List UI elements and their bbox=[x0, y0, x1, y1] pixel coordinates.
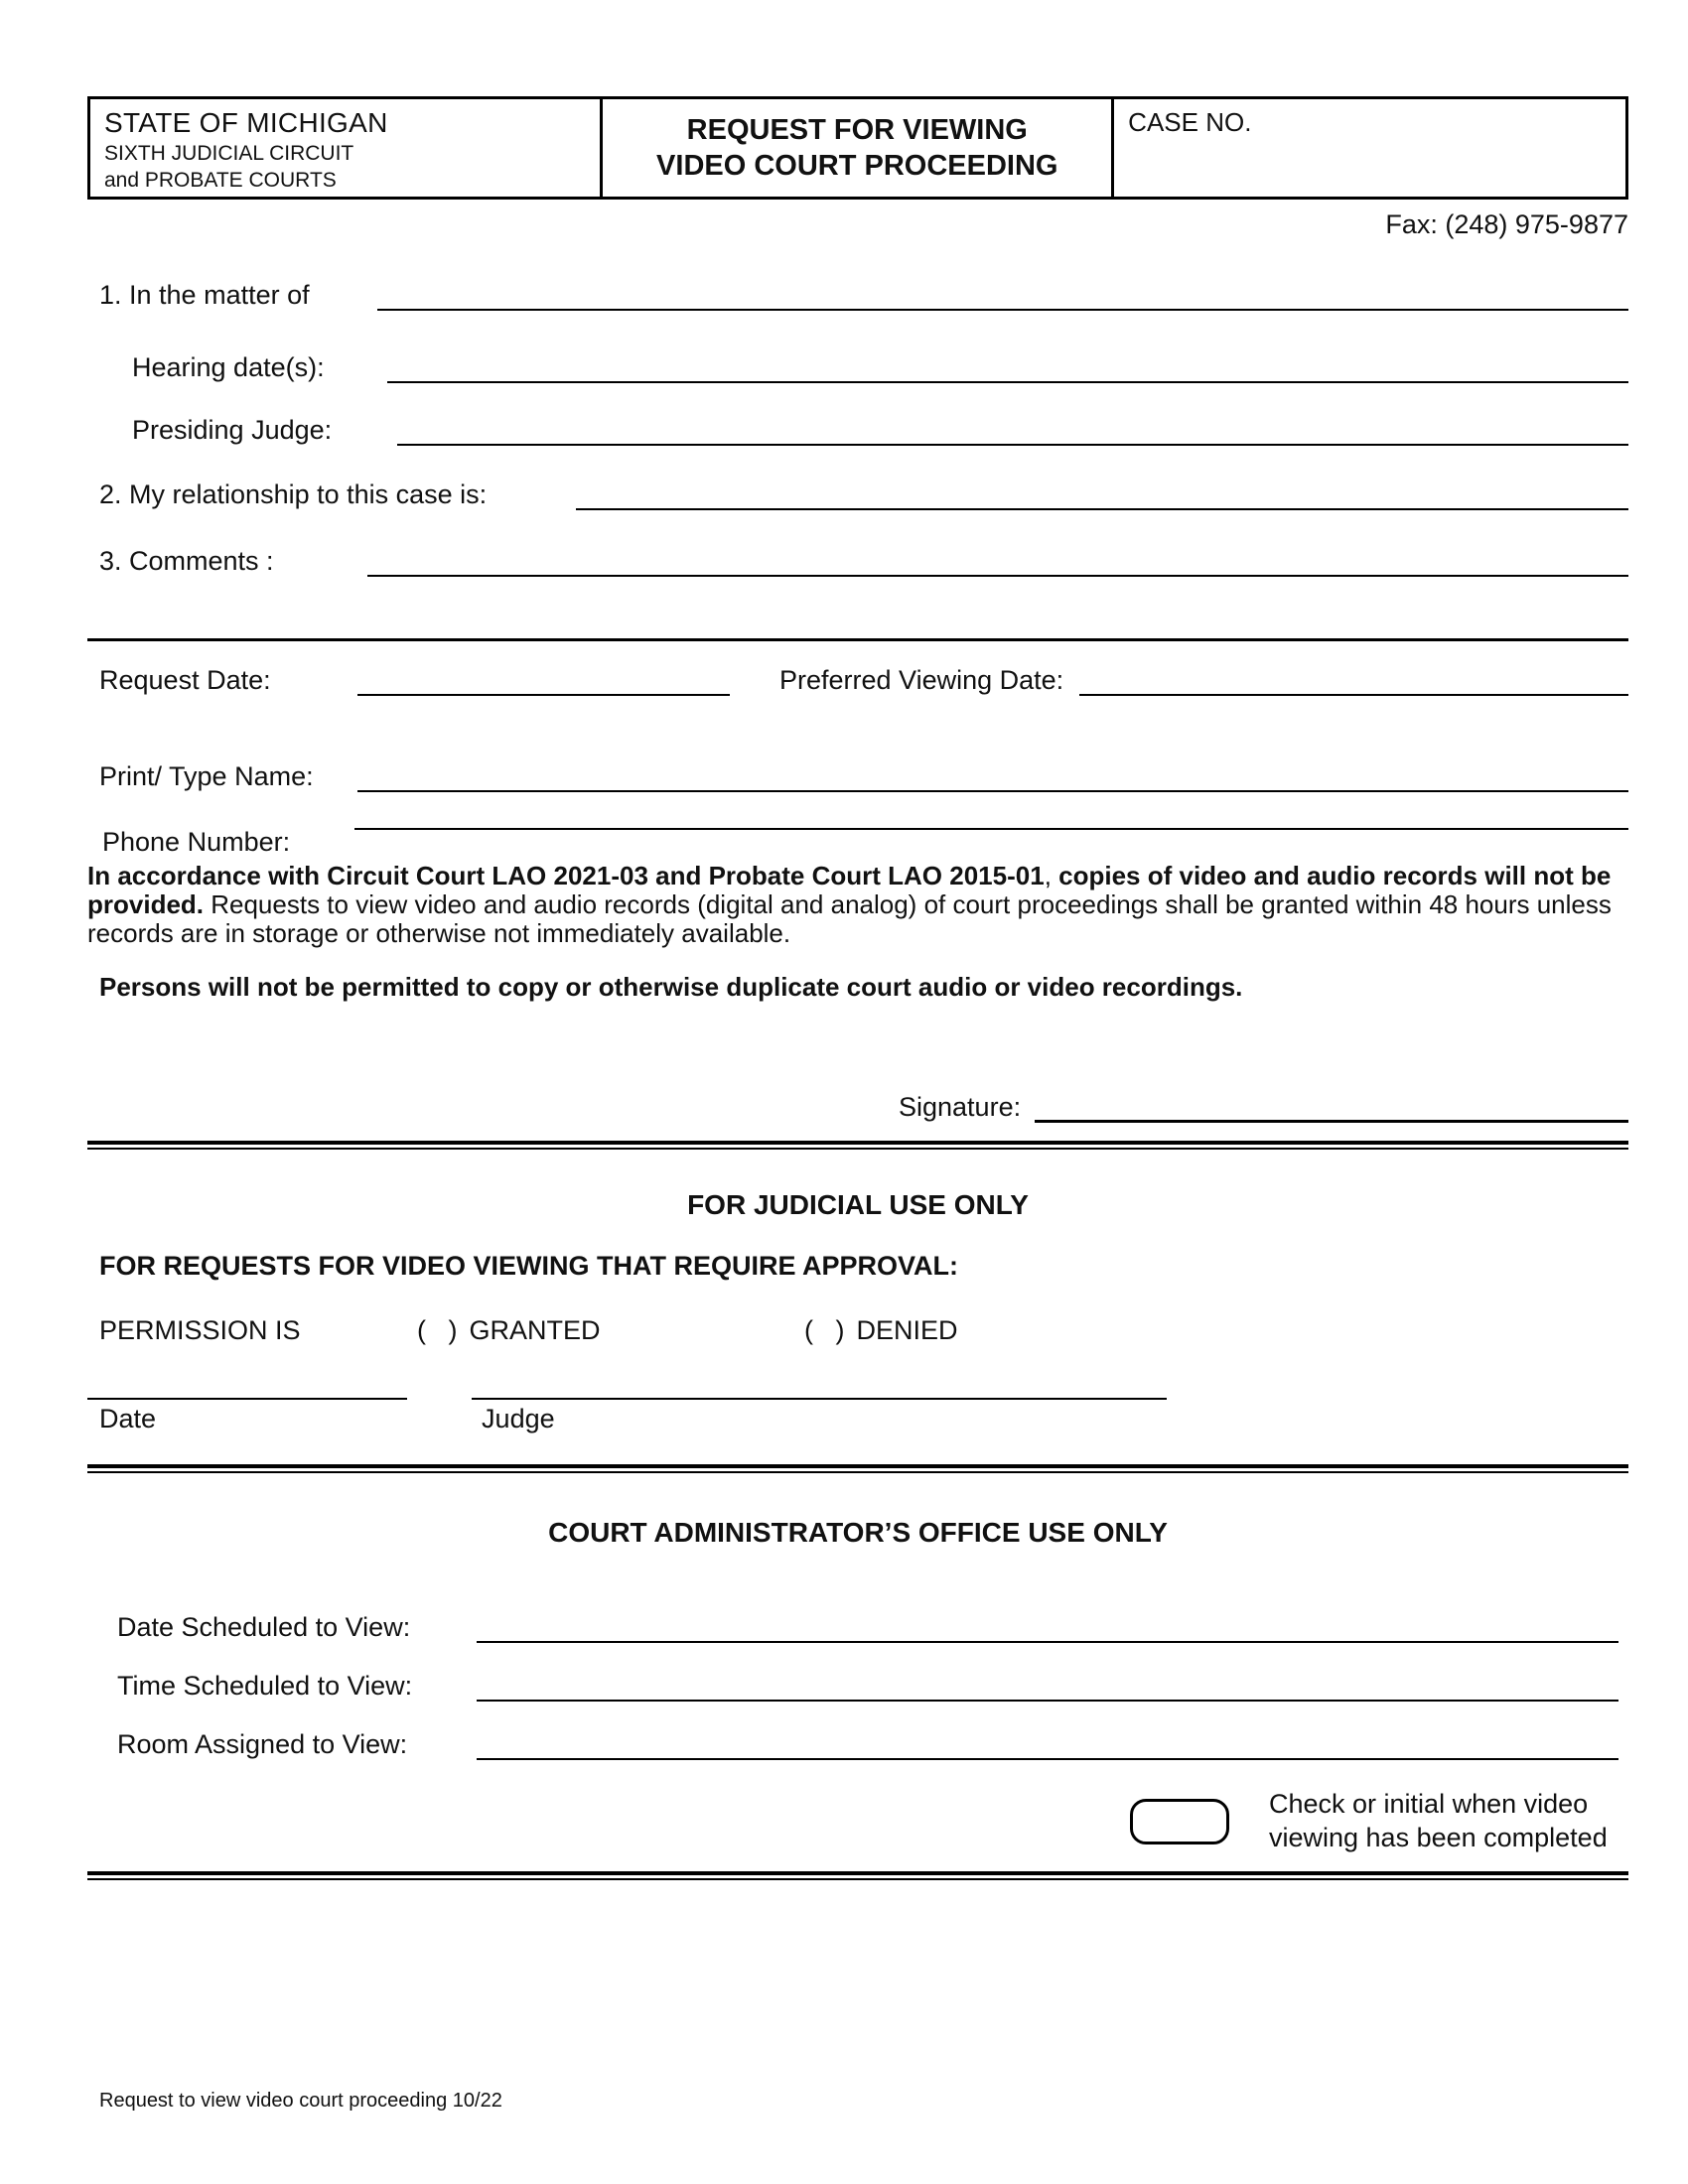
presiding-judge-row bbox=[99, 415, 1628, 446]
form-title-line1: REQUEST FOR VIEWING bbox=[686, 113, 1028, 146]
notice-bold-intro: In accordance with Circuit Court LAO 2021-03 and Probate Court LAO 2015-01 bbox=[87, 861, 1045, 890]
matter-label: 1. In the matter of bbox=[99, 280, 310, 310]
probate-name: and PROBATE COURTS bbox=[104, 169, 337, 192]
judicial-section-title: FOR JUDICIAL USE ONLY bbox=[687, 1189, 1029, 1221]
signature-label: Signature: bbox=[899, 1092, 1022, 1123]
denied-option[interactable] bbox=[804, 1315, 958, 1346]
notice-bold-provision: copies of video and audio records will not be provided. bbox=[87, 861, 1612, 920]
presiding-judge-label: Presiding Judge: bbox=[132, 415, 333, 445]
signature-row bbox=[899, 1092, 1628, 1123]
signature-field-line[interactable] bbox=[1035, 1115, 1628, 1123]
comments-row bbox=[99, 546, 1628, 577]
case-no-label: CASE NO. bbox=[1128, 107, 1252, 137]
form-title bbox=[603, 99, 1114, 197]
date-scheduled-field-line[interactable] bbox=[477, 1635, 1618, 1643]
phone-number-field-line[interactable] bbox=[354, 822, 1628, 830]
fax-number: Fax: (248) 975-9877 bbox=[1385, 209, 1628, 239]
date-scheduled-label: Date Scheduled to View: bbox=[117, 1612, 411, 1643]
relationship-label: 2. My relationship to this case is: bbox=[99, 479, 488, 509]
phone-number-label: Phone Number: bbox=[102, 827, 291, 857]
dates-row bbox=[99, 665, 1628, 696]
notice-body: Requests to view video and audio records (digital and analog) of court proceedings shall be granted within 48 hours unless records are in storage or otherwise not immediately available. bbox=[87, 889, 1612, 949]
comments-field-line-1[interactable] bbox=[367, 569, 1628, 577]
completed-note bbox=[1269, 1788, 1618, 1855]
circuit-name: SIXTH JUDICIAL CIRCUIT bbox=[104, 142, 354, 165]
date-scheduled-row bbox=[117, 1612, 1628, 1643]
state-name: STATE OF MICHIGAN bbox=[104, 107, 388, 138]
section-divider-bottom bbox=[87, 1871, 1628, 1880]
permission-row bbox=[99, 1315, 1628, 1346]
request-date-label: Request Date: bbox=[99, 665, 271, 695]
section-divider-admin bbox=[87, 1464, 1628, 1473]
approval-heading: FOR REQUESTS FOR VIDEO VIEWING THAT REQUIRE APPROVAL: bbox=[99, 1251, 959, 1282]
completed-note-line2: viewing has been completed bbox=[1269, 1823, 1608, 1853]
comments-field-line-2[interactable] bbox=[87, 638, 1628, 641]
time-scheduled-label: Time Scheduled to View: bbox=[117, 1671, 413, 1702]
phone-row bbox=[99, 822, 1628, 858]
time-scheduled-field-line[interactable] bbox=[477, 1694, 1618, 1702]
presiding-judge-field-line[interactable] bbox=[397, 438, 1628, 446]
judicial-judge-label: Judge bbox=[482, 1404, 555, 1434]
judicial-judge-field-line[interactable] bbox=[472, 1396, 1167, 1400]
hearing-dates-row bbox=[99, 352, 1628, 383]
permission-label: PERMISSION IS bbox=[99, 1315, 301, 1346]
denied-label: DENIED bbox=[856, 1315, 958, 1346]
granted-option[interactable] bbox=[417, 1315, 804, 1346]
matter-field-line[interactable] bbox=[377, 303, 1628, 311]
completed-checkbox[interactable] bbox=[1130, 1799, 1229, 1844]
judicial-date-label: Date bbox=[99, 1404, 157, 1434]
print-name-row bbox=[99, 761, 1628, 792]
preferred-viewing-date-label: Preferred Viewing Date: bbox=[779, 665, 1064, 695]
completion-check-row bbox=[87, 1788, 1628, 1855]
print-type-name-label: Print/ Type Name: bbox=[99, 761, 314, 791]
granted-label: GRANTED bbox=[469, 1315, 601, 1346]
print-type-name-field-line[interactable] bbox=[357, 784, 1628, 792]
request-date-field-line[interactable] bbox=[357, 688, 730, 696]
court-identification bbox=[90, 99, 603, 197]
form-title-line2: VIDEO COURT PROCEEDING bbox=[656, 150, 1058, 182]
matter-row bbox=[99, 280, 1628, 311]
admin-section-title: COURT ADMINISTRATOR’S OFFICE USE ONLY bbox=[548, 1517, 1168, 1549]
notice-separator: , bbox=[1044, 861, 1059, 890]
preferred-viewing-date-field-line[interactable] bbox=[1079, 688, 1628, 696]
room-assigned-label: Room Assigned to View: bbox=[117, 1729, 408, 1760]
completed-note-line1: Check or initial when video bbox=[1269, 1789, 1589, 1820]
form-footer: Request to view video court proceeding 10/22 bbox=[99, 2090, 502, 2112]
date-judge-labels bbox=[87, 1404, 1628, 1434]
judicial-date-field-line[interactable] bbox=[87, 1396, 407, 1400]
section-divider-judicial bbox=[87, 1141, 1628, 1150]
relationship-field-line[interactable] bbox=[576, 502, 1628, 510]
granted-checkbox[interactable]: ( ) bbox=[417, 1315, 458, 1346]
hearing-dates-label: Hearing date(s): bbox=[132, 352, 325, 382]
no-duplication-notice: Persons will not be permitted to copy or otherwise duplicate court audio or video recordings. bbox=[99, 972, 1243, 1003]
form-header bbox=[87, 96, 1628, 200]
case-no-cell bbox=[1114, 99, 1625, 197]
room-assigned-field-line[interactable] bbox=[477, 1752, 1618, 1760]
time-scheduled-row bbox=[117, 1671, 1628, 1702]
room-assigned-row bbox=[117, 1729, 1628, 1760]
comments-label: 3. Comments : bbox=[99, 546, 274, 576]
hearing-dates-field-line[interactable] bbox=[387, 375, 1628, 383]
relationship-row bbox=[99, 479, 1628, 510]
records-notice bbox=[87, 862, 1628, 948]
date-judge-lines bbox=[87, 1396, 1628, 1400]
denied-checkbox[interactable]: ( ) bbox=[804, 1315, 845, 1346]
